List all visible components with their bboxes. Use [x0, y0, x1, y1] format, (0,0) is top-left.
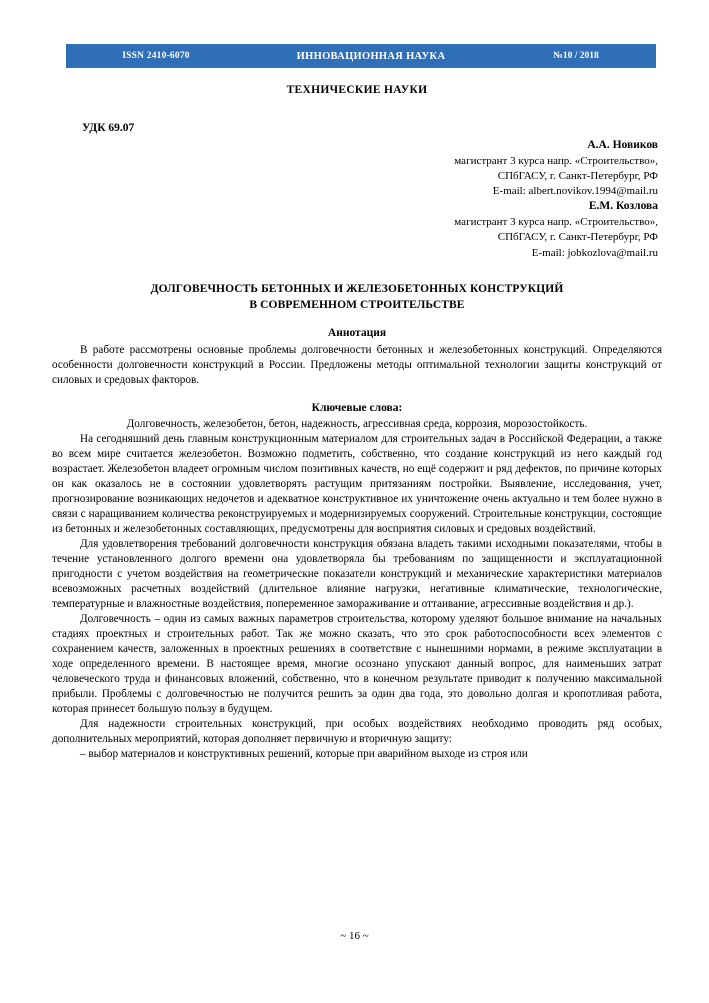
author-email: E-mail: albert.novikov.1994@mail.ru — [492, 185, 658, 198]
body-paragraph: На сегодняшний день главным конструкционным материалом для строительных задач в Российской Федерации, а также во всем мире считается железобетон. Возможно подметить, собственно, что создание конструкций из него каждый год возрастает. Железобетон владеет огромным числом позитивных качеств, но ещё содержит и ряд дефектов, по причине которых он как оказалось не в состоянии удовлетворять растущим притязаниям постройки. Выявление, исследования, учет, прогнозирование возникающих недочетов и адекватное конструктивное их уничтожение очень актуально и тем более нужно в связи с наращиванием количества реконструируемых и модернизируемых сооружений. Строительные конструкции, состоящие из бетонных и железобетонных составляющих, предусмотрены для восприятия силовых и средовых воздействий. — [52, 432, 662, 535]
journal-name: ИННОВАЦИОННАЯ НАУКА — [296, 50, 446, 62]
paper-title — [52, 281, 662, 313]
section-title: ТЕХНИЧЕСКИЕ НАУКИ — [286, 84, 428, 96]
journal-issn: ISSN 2410-6070 — [122, 51, 190, 61]
udc-code: УДК 69.07 — [82, 122, 135, 134]
paper-title-line-2: В СОВРЕМЕННОМ СТРОИТЕЛЬСТВЕ — [249, 298, 465, 311]
author-affiliation: СПбГАСУ, г. Санкт-Петербург, РФ — [497, 231, 658, 244]
keywords-text: Долговечность, железобетон, бетон, надежность, агрессивная среда, коррозия, морозостойкость. — [126, 417, 588, 430]
journal-issue: №10 / 2018 — [553, 51, 599, 61]
abstract-heading: Аннотация — [327, 326, 387, 339]
paper-title-line-1: ДОЛГОВЕЧНОСТЬ БЕТОННЫХ И ЖЕЛЕЗОБЕТОННЫХ КОНСТРУКЦИЙ — [150, 282, 564, 295]
body-paragraph: Долговечность – один из самых важных параметров строительства, которому уделяют большое внимание на начальных стадиях проектных и строительных работ. Так же можно сказать, что это срок работоспособности всех элементов с сохранением качеств, заложенных в проектных решениях в соответствие с нынешними нормами, в режиме эксплуатации в ходе определенного времени. В настоящее время, многие осознано упускают данный вопрос, для наименьших затрат человеческого труда и финансовых вложений, собственно, что в конечном результате приводит к получению максимальной прибыли. Проблемы с долговечностью не получится решить за один два года, это довольно долгая и кропотливая работа, которая принесет большую пользу в будущем. — [52, 612, 662, 715]
body-paragraph: Для надежности строительных конструкций, при особых воздействиях необходимо проводить ряд особых, дополнительных мероприятий, которая дополняет первичную и вторичную защиту: — [52, 717, 662, 745]
page-number: ~ 16 ~ — [340, 930, 369, 942]
author-affiliation: магистрант 3 курса напр. «Строительство», — [454, 154, 658, 167]
body-paragraph: Для удовлетворения требований долговечности конструкция обязана владеть такими исходными показателями, чтобы в течение установленного долгого времени она удовлетворяла бы требованиям по защищенности и эксплуатационной пригодности с учетом воздействия на геометрические показатели конструкций и механические характеристики материалов всевозможных расчетных воздействий (длительное влияние нагрузки, негативные климатические, технологические, температурные и влажностные воздействия, попеременное замораживание и оттаивание, агрессивные воздействия и др.). — [52, 537, 662, 610]
author-name: Е.М. Козлова — [588, 200, 658, 213]
author-affiliation: СПбГАСУ, г. Санкт-Петербург, РФ — [497, 170, 658, 183]
document-content — [52, 0, 662, 762]
abstract-text: В работе рассмотрены основные проблемы долговечности бетонных и железобетонных конструкций. Определяются особенности долговечности конструкций в России. Предложены методы оптимальной технологии защиты конструкций от силовых и средовых факторов. — [52, 343, 662, 386]
body-paragraph: – выбор материалов и конструктивных решений, которые при аварийном выходе из строя или — [80, 747, 528, 760]
author-email: E-mail: jobkozlova@mail.ru — [531, 246, 658, 259]
author-affiliation: магистрант 3 курса напр. «Строительство», — [454, 216, 658, 229]
author-name: А.А. Новиков — [587, 139, 658, 151]
keywords-heading: Ключевые слова: — [311, 401, 403, 414]
authors-block — [52, 138, 662, 261]
